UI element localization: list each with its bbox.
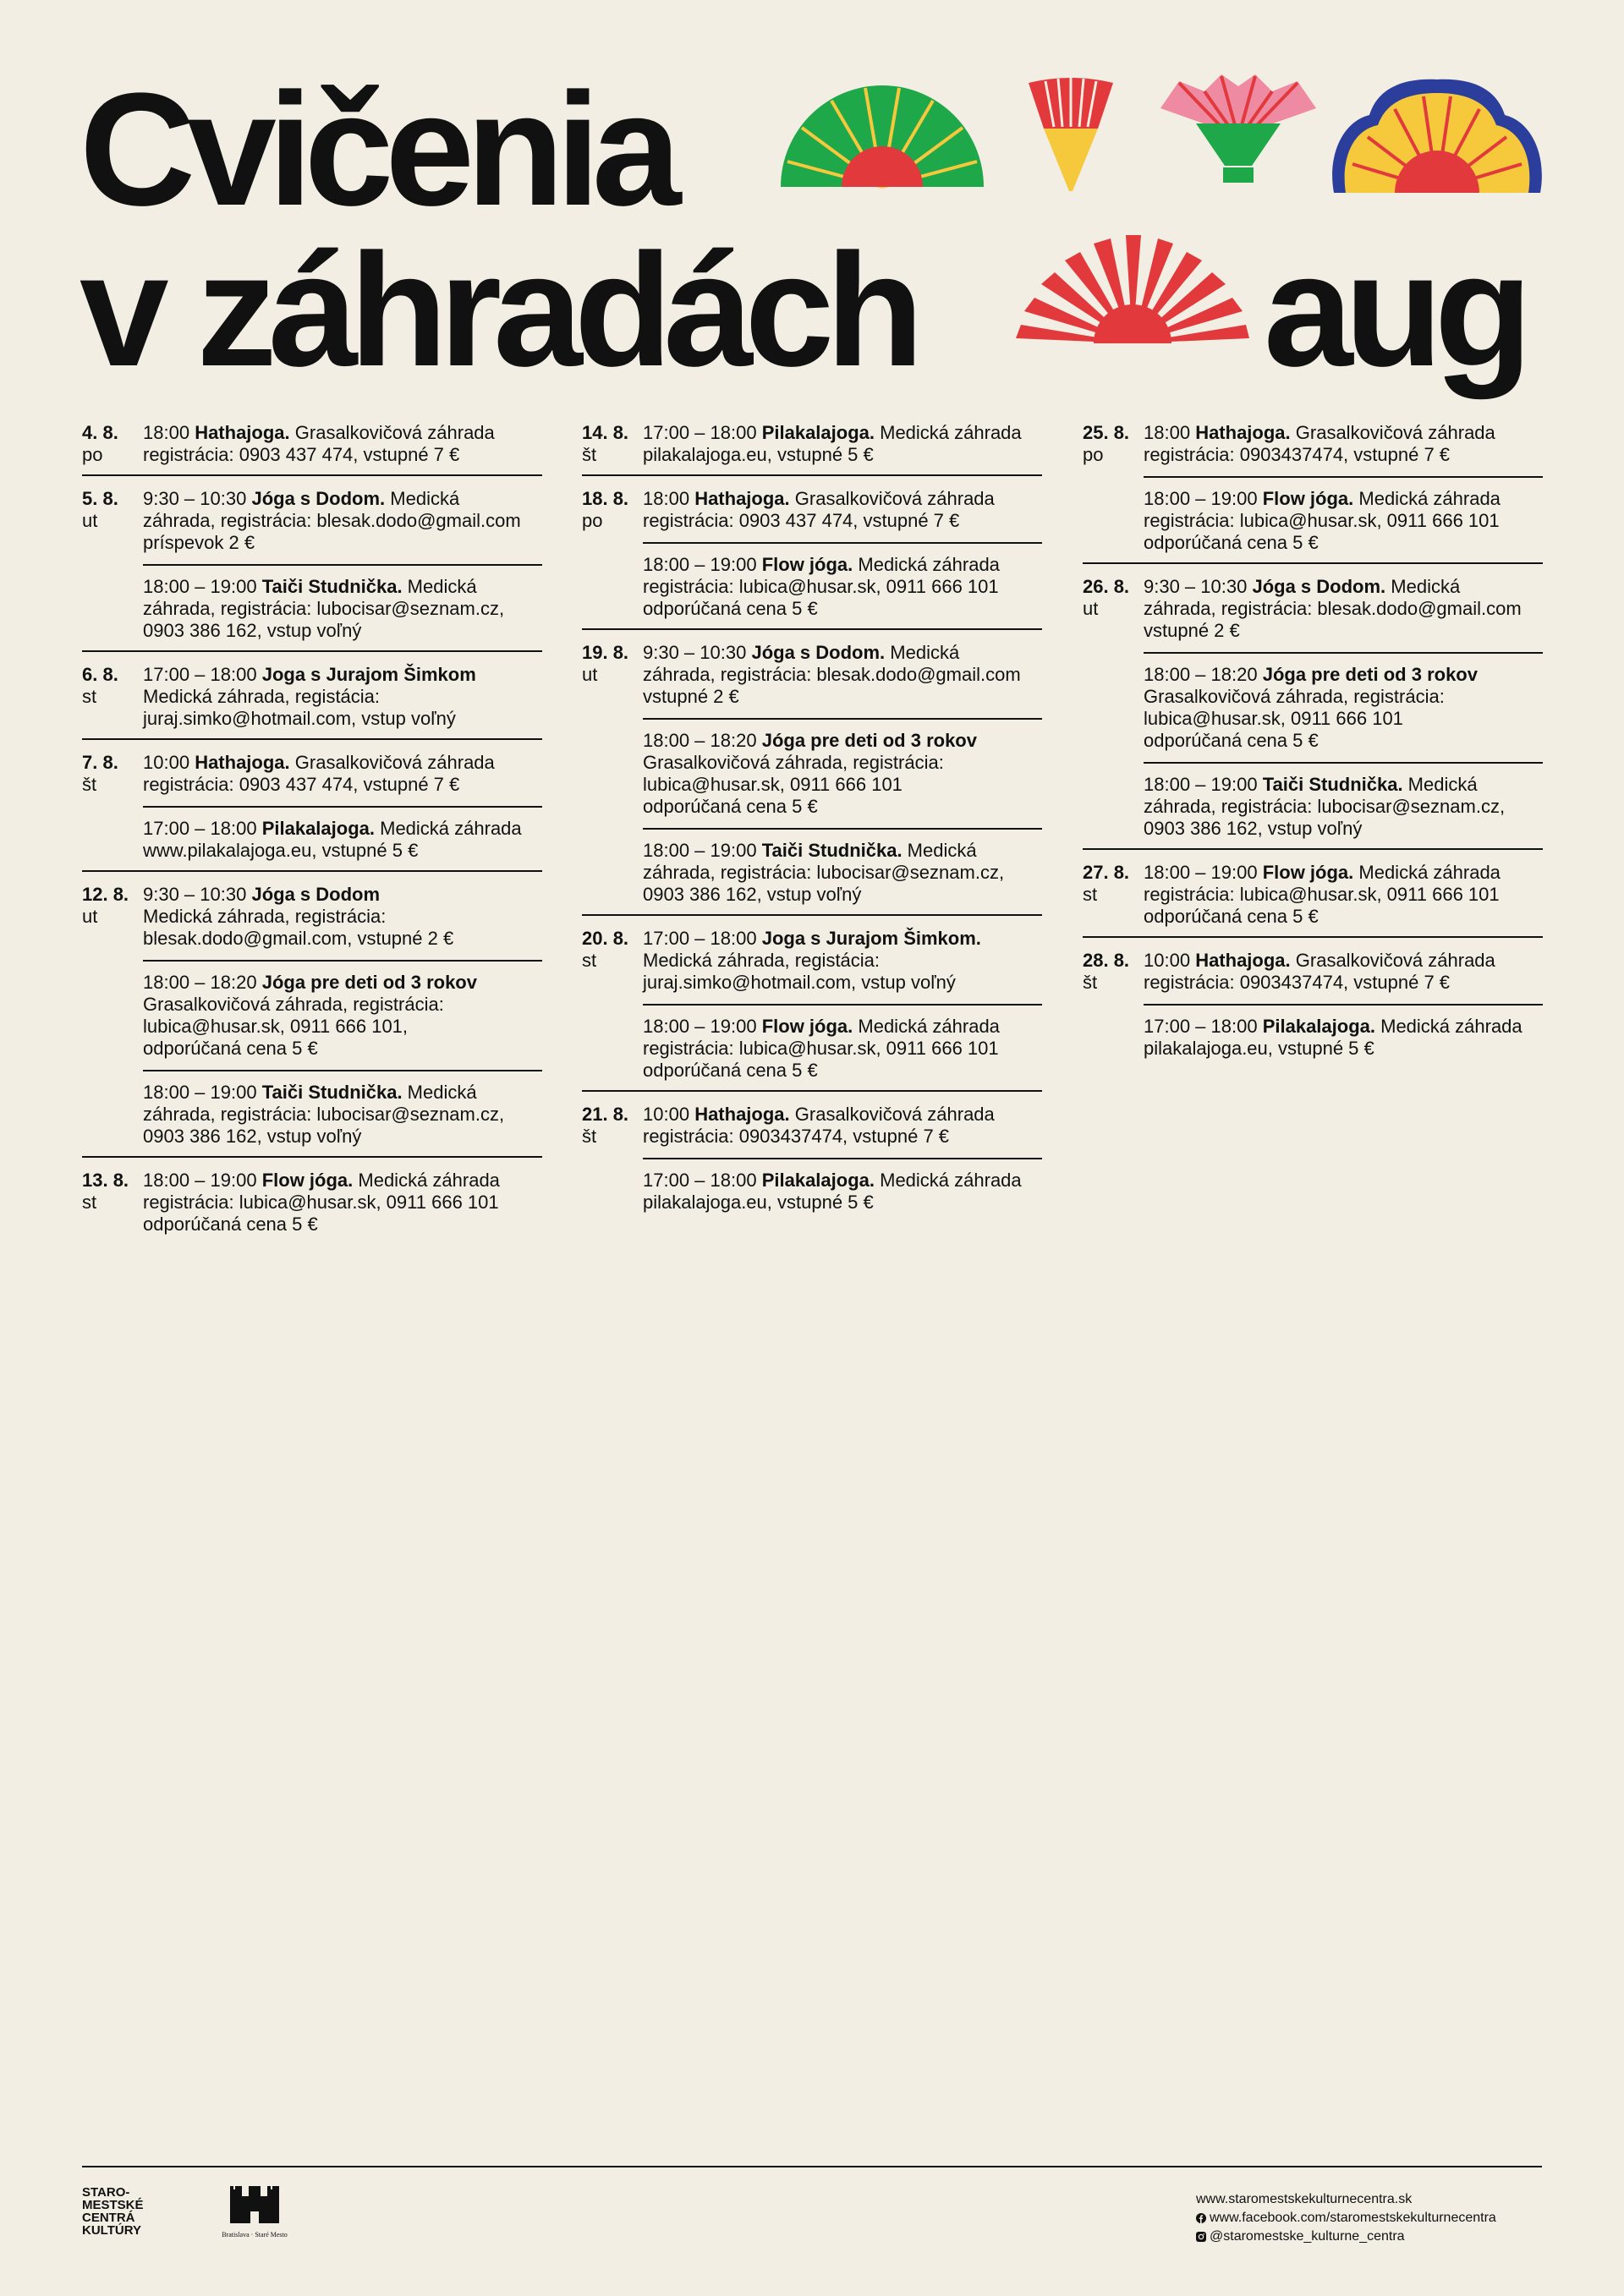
event-detail-line: vstupné 2 €: [643, 686, 739, 707]
day-of-week: št: [82, 774, 97, 795]
event-name: Flow jóga.: [761, 554, 853, 575]
day-date: 25. 8.: [1083, 422, 1130, 443]
event-headline: [143, 752, 542, 774]
green-fan-illustration: [776, 73, 988, 195]
day-date: 14. 8.: [582, 422, 629, 443]
day-date-block: [1083, 422, 1144, 554]
event-name: Pilakalajoga.: [761, 422, 875, 443]
schedule-event: [643, 828, 1042, 906]
schedule-day: [1083, 576, 1543, 850]
event-time: 17:00 – 18:00: [643, 1170, 757, 1191]
day-of-week: ut: [582, 664, 598, 685]
event-time: 18:00 – 19:00: [1144, 774, 1258, 795]
event-detail-line: odporúčaná cena 5 €: [143, 1214, 318, 1235]
event-detail-line: Grasalkovičová záhrada, registrácia:: [1144, 686, 1445, 707]
event-detail-line: registrácia: 0903 437 474, vstupné 7 €: [143, 444, 460, 465]
schedule-event: [1144, 476, 1543, 554]
logo-line: STARO-: [82, 2185, 130, 2200]
event-name: Hathajoga.: [694, 1104, 790, 1125]
schedule-day: [1083, 862, 1543, 938]
schedule-event: [143, 1170, 542, 1236]
day-events: [643, 1104, 1042, 1214]
event-detail-line: odporúčaná cena 5 €: [643, 796, 818, 817]
schedule-event: [643, 1104, 1042, 1148]
title-month: aug: [1264, 221, 1524, 400]
event-headline: [1144, 422, 1543, 444]
event-time: 18:00 – 19:00: [143, 1170, 257, 1191]
day-of-week: po: [582, 510, 603, 531]
schedule-event: [143, 488, 542, 554]
event-detail-line: odporúčaná cena 5 €: [1144, 730, 1319, 751]
event-detail-line: záhrada, registrácia: blesak.dodo@gmail.com: [143, 510, 521, 531]
schedule-event: [1144, 422, 1543, 466]
day-date: 27. 8.: [1083, 862, 1130, 883]
day-of-week: št: [1083, 972, 1098, 993]
event-headline: [143, 972, 542, 994]
day-date-block: [82, 488, 143, 642]
bratislava-stare-mesto-logo: [205, 2184, 304, 2238]
day-date-block: [82, 752, 143, 862]
schedule-day: [82, 664, 542, 740]
event-time: 18:00 – 18:20: [1144, 664, 1258, 685]
event-detail-line: registrácia: 0903437474, vstupné 7 €: [643, 1126, 950, 1147]
schedule-event: [1144, 1004, 1543, 1060]
event-venue: Medická záhrada: [1375, 1016, 1522, 1037]
day-date-block: [582, 1104, 643, 1214]
event-venue: Medická záhrada: [875, 1170, 1022, 1191]
event-time: 10:00: [143, 752, 190, 773]
day-date: 19. 8.: [582, 642, 629, 663]
event-venue: Medická: [402, 576, 477, 597]
event-venue: Grasalkovičová záhrada: [289, 752, 495, 773]
event-detail-line: záhrada, registrácia: lubocisar@seznam.cz,: [1144, 796, 1506, 817]
event-headline: [643, 1104, 1042, 1126]
event-venue: Grasalkovičová záhrada: [1290, 950, 1495, 971]
staromestske-centra-logo: [82, 2186, 144, 2237]
event-time: 18:00 – 18:20: [143, 972, 257, 993]
event-detail-line: registrácia: 0903 437 474, vstupné 7 €: [643, 510, 960, 531]
event-name: Jóga s Dodom: [251, 884, 381, 905]
event-detail-line: registrácia: lubica@husar.sk, 0911 666 101: [1144, 884, 1500, 905]
event-time: 17:00 – 18:00: [143, 818, 257, 839]
event-venue: Grasalkovičová záhrada: [789, 1104, 995, 1125]
day-of-week: st: [82, 686, 97, 707]
event-time: 9:30 – 10:30: [1144, 576, 1248, 597]
event-headline: [1144, 774, 1543, 796]
event-name: Hathajoga.: [1195, 422, 1291, 443]
event-time: 17:00 – 18:00: [143, 664, 257, 685]
day-events: [143, 664, 542, 730]
event-venue: Medická záhrada: [375, 818, 522, 839]
event-headline: [643, 1016, 1042, 1038]
event-time: 18:00 – 19:00: [143, 1082, 257, 1103]
event-time: 18:00: [143, 422, 190, 443]
day-date-block: [582, 488, 643, 620]
event-headline: [643, 840, 1042, 862]
event-detail-line: 0903 386 162, vstup voľný: [643, 884, 862, 905]
event-venue: Medická: [1402, 774, 1478, 795]
instagram-icon: [1196, 2232, 1206, 2242]
day-of-week: ut: [82, 510, 98, 531]
event-detail-line: lubica@husar.sk, 0911 666 101: [643, 774, 903, 795]
schedule-column-3: [1083, 422, 1543, 1080]
title-line-1: Cvičenia: [80, 60, 673, 239]
schedule-event: [643, 542, 1042, 620]
event-detail-line: Grasalkovičová záhrada, registrácia:: [143, 994, 444, 1015]
website-row: [1196, 2190, 1496, 2209]
event-detail-line: záhrada, registrácia: lubocisar@seznam.cz,: [643, 862, 1005, 883]
day-of-week: st: [82, 1192, 97, 1213]
schedule-day: [582, 422, 1042, 476]
event-detail-line: registrácia: 0903437474, vstupné 7 €: [1144, 444, 1451, 465]
event-name: Taiči Studnička.: [261, 1082, 403, 1103]
schedule-event: [1144, 576, 1543, 642]
event-headline: [143, 818, 542, 840]
schedule-event: [643, 718, 1042, 818]
event-time: 18:00: [643, 488, 690, 509]
event-detail-line: vstupné 2 €: [1144, 620, 1240, 641]
event-name: Pilakalajoga.: [261, 818, 375, 839]
event-detail-line: registrácia: lubica@husar.sk, 0911 666 101: [143, 1192, 499, 1213]
day-events: [1144, 576, 1543, 840]
schedule-event: [143, 752, 542, 796]
day-events: [143, 488, 542, 642]
schedule-event: [1144, 652, 1543, 752]
day-date-block: [82, 1170, 143, 1236]
logo-line: KULTÚRY: [82, 2223, 141, 2238]
event-time: 18:00 – 19:00: [643, 554, 757, 575]
schedule-day: [82, 884, 542, 1158]
day-of-week: st: [1083, 884, 1098, 905]
day-events: [1144, 950, 1543, 1060]
schedule-event: [143, 1070, 542, 1148]
red-fan-illustration: [1013, 225, 1252, 352]
event-venue: Medická záhrada: [1353, 862, 1501, 883]
schedule-event: [643, 1004, 1042, 1082]
day-date-block: [582, 422, 643, 466]
event-venue: Grasalkovičová záhrada: [789, 488, 995, 509]
event-venue: Medická záhrada: [853, 554, 1000, 575]
event-time: 18:00 – 19:00: [643, 1016, 757, 1037]
schedule-day: [582, 488, 1042, 630]
event-venue: Medická: [385, 488, 460, 509]
day-date-block: [82, 884, 143, 1148]
event-detail-line: záhrada, registrácia: lubocisar@seznam.cz,: [143, 1104, 505, 1125]
event-headline: [643, 422, 1042, 444]
event-detail-line: www.pilakalajoga.eu, vstupné 5 €: [143, 840, 419, 861]
facebook-link[interactable]: www.facebook.com/staromestskekulturnecentra: [1210, 2211, 1496, 2225]
event-time: 10:00: [1144, 950, 1191, 971]
event-headline: [143, 576, 542, 598]
event-detail-line: registrácia: lubica@husar.sk, 0911 666 101: [643, 576, 999, 597]
event-time: 18:00 – 19:00: [1144, 862, 1258, 883]
event-detail-line: odporúčaná cena 5 €: [1144, 532, 1319, 553]
day-date: 7. 8.: [82, 752, 118, 773]
event-headline: [143, 1170, 542, 1192]
schedule-day: [582, 642, 1042, 916]
contacts-block: [1196, 2190, 1496, 2246]
instagram-row: [1196, 2228, 1496, 2246]
schedule-event: [643, 422, 1042, 466]
event-headline: [1144, 862, 1543, 884]
event-name: Jóga s Dodom.: [251, 488, 386, 509]
day-date: 12. 8.: [82, 884, 129, 905]
event-name: Flow jóga.: [1262, 488, 1354, 509]
title-line-2: v záhradách: [80, 221, 916, 400]
event-name: Joga s Jurajom Šimkom: [261, 664, 476, 685]
event-detail-line: záhrada, registrácia: lubocisar@seznam.cz,: [143, 598, 505, 619]
day-date: 4. 8.: [82, 422, 118, 443]
red-yellow-fan-illustration: [1029, 76, 1113, 195]
event-time: 10:00: [643, 1104, 690, 1125]
event-name: Jóga s Dodom.: [751, 642, 886, 663]
facebook-row: [1196, 2209, 1496, 2228]
day-of-week: po: [82, 444, 103, 465]
event-headline: [1144, 950, 1543, 972]
event-detail-line: odporúčaná cena 5 €: [143, 1038, 318, 1059]
day-date-block: [82, 422, 143, 466]
event-time: 18:00 – 19:00: [1144, 488, 1258, 509]
event-detail-line: lubica@husar.sk, 0911 666 101: [1144, 708, 1403, 729]
day-events: [1144, 422, 1543, 554]
day-of-week: po: [1083, 444, 1104, 465]
day-of-week: št: [582, 444, 597, 465]
event-detail-line: blesak.dodo@gmail.com, vstupné 2 €: [143, 928, 454, 949]
event-detail-line: lubica@husar.sk, 0911 666 101,: [143, 1016, 409, 1037]
event-headline: [143, 884, 542, 906]
event-detail-line: príspevok 2 €: [143, 532, 255, 553]
event-detail-line: Medická záhrada, registácia:: [143, 686, 381, 707]
event-detail-line: 0903 386 162, vstup voľný: [1144, 818, 1363, 839]
day-date: 6. 8.: [82, 664, 118, 685]
day-events: [643, 488, 1042, 620]
day-events: [643, 422, 1042, 466]
day-date: 28. 8.: [1083, 950, 1130, 971]
event-detail-line: Grasalkovičová záhrada, registrácia:: [643, 752, 944, 773]
day-date-block: [582, 642, 643, 906]
day-events: [143, 752, 542, 862]
day-date: 26. 8.: [1083, 576, 1130, 597]
event-venue: Medická: [902, 840, 977, 861]
event-headline: [143, 664, 542, 686]
event-headline: [1144, 1016, 1543, 1038]
day-of-week: ut: [1083, 598, 1099, 619]
logo-line: CENTRÁ: [82, 2211, 135, 2225]
website-link[interactable]: www.staromestskekulturnecentra.sk: [1196, 2192, 1413, 2206]
event-venue: Medická záhrada: [853, 1016, 1000, 1037]
event-name: Hathajoga.: [694, 488, 790, 509]
event-name: Flow jóga.: [261, 1170, 354, 1191]
event-name: Taiči Studnička.: [261, 576, 403, 597]
event-detail-line: pilakalajoga.eu, vstupné 5 €: [643, 444, 874, 465]
event-headline: [643, 928, 1042, 950]
event-detail-line: registrácia: lubica@husar.sk, 0911 666 101: [1144, 510, 1500, 531]
day-of-week: št: [582, 1126, 597, 1147]
day-events: [143, 884, 542, 1148]
event-headline: [143, 422, 542, 444]
day-date-block: [82, 664, 143, 730]
event-headline: [1144, 576, 1543, 598]
event-time: 17:00 – 18:00: [643, 928, 757, 949]
schedule-event: [643, 642, 1042, 708]
event-name: Jóga pre deti od 3 rokov: [261, 972, 477, 993]
day-date-block: [1083, 950, 1144, 1060]
event-time: 17:00 – 18:00: [643, 422, 757, 443]
event-headline: [1144, 664, 1543, 686]
event-time: 18:00: [1144, 422, 1191, 443]
event-detail-line: pilakalajoga.eu, vstupné 5 €: [1144, 1038, 1374, 1059]
castle-icon: [205, 2184, 304, 2225]
logo-line: MESTSKÉ: [82, 2198, 144, 2212]
schedule-day: [82, 422, 542, 476]
schedule-event: [643, 928, 1042, 994]
day-events: [143, 1170, 542, 1236]
event-detail-line: odporúčaná cena 5 €: [643, 598, 818, 619]
event-detail-line: Medická záhrada, registrácia:: [143, 906, 387, 927]
day-events: [643, 928, 1042, 1082]
day-events: [143, 422, 542, 466]
schedule-day: [82, 1170, 542, 1244]
schedule-column-2: [582, 422, 1042, 1234]
schedule-event: [1144, 762, 1543, 840]
event-name: Jóga s Dodom.: [1252, 576, 1386, 597]
event-venue: Medická: [402, 1082, 477, 1103]
schedule-event: [143, 564, 542, 642]
event-detail-line: 0903 386 162, vstup voľný: [143, 620, 362, 641]
event-detail-line: 0903 386 162, vstup voľný: [143, 1126, 362, 1147]
event-detail-line: odporúčaná cena 5 €: [643, 1060, 818, 1081]
schedule-event: [1144, 950, 1543, 994]
event-detail-line: pilakalajoga.eu, vstupné 5 €: [643, 1192, 874, 1213]
event-detail-line: registrácia: 0903437474, vstupné 7 €: [1144, 972, 1451, 993]
event-name: Flow jóga.: [1262, 862, 1354, 883]
event-name: Jóga pre deti od 3 rokov: [761, 730, 977, 751]
event-name: Pilakalajoga.: [1262, 1016, 1375, 1037]
event-name: Hathajoga.: [195, 422, 290, 443]
event-time: 17:00 – 18:00: [1144, 1016, 1258, 1037]
event-headline: [143, 488, 542, 510]
event-venue: Medická záhrada: [875, 422, 1022, 443]
day-date-block: [1083, 862, 1144, 928]
schedule-event: [143, 884, 542, 950]
schedule-day: [1083, 950, 1543, 1068]
day-date: 18. 8.: [582, 488, 629, 509]
castle-caption: Bratislava · Staré Mesto: [222, 2231, 288, 2238]
schedule-day: [582, 928, 1042, 1092]
day-date-block: [1083, 576, 1144, 840]
schedule-event: [143, 960, 542, 1060]
schedule-event: [143, 806, 542, 862]
event-name: Jóga pre deti od 3 rokov: [1262, 664, 1478, 685]
schedule-event: [1144, 862, 1543, 928]
event-time: 18:00 – 18:20: [643, 730, 757, 751]
footer-divider: [82, 2166, 1542, 2167]
event-name: Joga s Jurajom Šimkom.: [761, 928, 981, 949]
event-time: 9:30 – 10:30: [143, 488, 247, 509]
day-of-week: st: [582, 950, 597, 971]
event-name: Taiči Studnička.: [761, 840, 903, 861]
event-headline: [643, 488, 1042, 510]
event-headline: [643, 554, 1042, 576]
event-name: Hathajoga.: [195, 752, 290, 773]
event-name: Pilakalajoga.: [761, 1170, 875, 1191]
instagram-handle[interactable]: @staromestske_kulturne_centra: [1210, 2229, 1405, 2244]
event-time: 9:30 – 10:30: [643, 642, 747, 663]
event-detail-line: záhrada, registrácia: blesak.dodo@gmail.com: [643, 664, 1021, 685]
event-venue: Medická: [1385, 576, 1461, 597]
event-time: 9:30 – 10:30: [143, 884, 247, 905]
day-events: [1144, 862, 1543, 928]
day-of-week: ut: [82, 906, 98, 927]
event-venue: Grasalkovičová záhrada: [289, 422, 495, 443]
event-time: 18:00 – 19:00: [643, 840, 757, 861]
schedule-event: [643, 1158, 1042, 1214]
event-time: 18:00 – 19:00: [143, 576, 257, 597]
event-headline: [643, 642, 1042, 664]
day-date-block: [582, 928, 643, 1082]
event-detail-line: záhrada, registrácia: blesak.dodo@gmail.com: [1144, 598, 1522, 619]
facebook-icon: [1196, 2213, 1206, 2223]
event-headline: [1144, 488, 1543, 510]
schedule-event: [143, 664, 542, 730]
event-venue: Medická záhrada: [353, 1170, 500, 1191]
event-detail-line: registrácia: lubica@husar.sk, 0911 666 101: [643, 1038, 999, 1059]
schedule-day: [82, 752, 542, 872]
day-events: [643, 642, 1042, 906]
pink-green-fan-illustration: [1154, 74, 1323, 193]
day-date: 20. 8.: [582, 928, 629, 949]
day-date: 13. 8.: [82, 1170, 129, 1191]
event-venue: Grasalkovičová záhrada: [1290, 422, 1495, 443]
schedule-day: [582, 1104, 1042, 1222]
event-detail-line: odporúčaná cena 5 €: [1144, 906, 1319, 927]
schedule-event: [143, 422, 542, 466]
event-detail-line: juraj.simko@hotmail.com, vstup voľný: [643, 972, 956, 993]
day-date: 21. 8.: [582, 1104, 629, 1125]
schedule-day: [1083, 422, 1543, 564]
event-name: Hathajoga.: [1195, 950, 1291, 971]
event-detail-line: Medická záhrada, registácia:: [643, 950, 881, 971]
day-date: 5. 8.: [82, 488, 118, 509]
event-headline: [143, 1082, 542, 1104]
event-headline: [643, 730, 1042, 752]
schedule-day: [82, 488, 542, 652]
schedule-event: [643, 488, 1042, 532]
event-detail-line: registrácia: 0903 437 474, vstupné 7 €: [143, 774, 460, 795]
yellow-blue-fan-illustration: [1328, 71, 1546, 195]
event-name: Taiči Studnička.: [1262, 774, 1403, 795]
event-name: Flow jóga.: [761, 1016, 853, 1037]
event-headline: [643, 1170, 1042, 1192]
schedule-column-1: [82, 422, 542, 1256]
event-venue: Medická: [885, 642, 960, 663]
event-detail-line: juraj.simko@hotmail.com, vstup voľný: [143, 708, 456, 729]
event-venue: Medická záhrada: [1353, 488, 1501, 509]
